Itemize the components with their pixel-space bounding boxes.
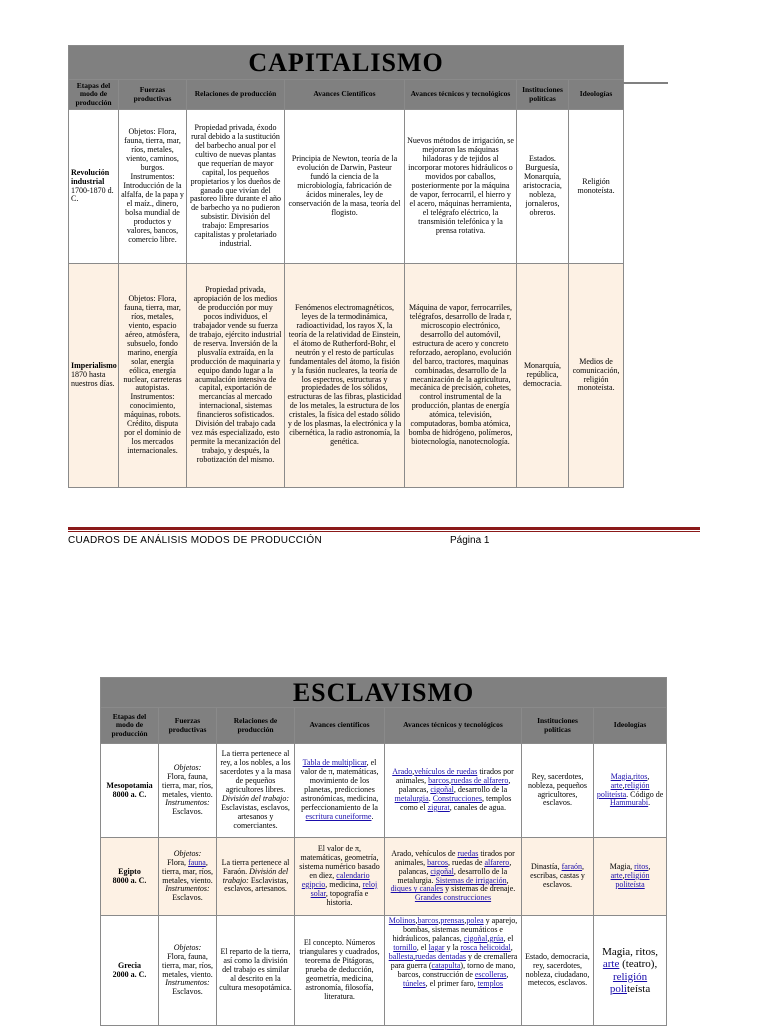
cientificos-text: , topografía e historia.: [325, 888, 369, 907]
link-grua[interactable]: grúa: [489, 933, 504, 943]
link-ruedas[interactable]: ruedas: [457, 848, 479, 858]
link-prensas[interactable]: prensas: [440, 916, 465, 925]
table-row: [69, 264, 624, 488]
header-relaciones: Relaciones de producción: [217, 708, 295, 744]
instituciones-cell: Rey, sacerdotes, nobleza, pequeños agricultores, esclavos.: [522, 744, 594, 838]
cientificos-cell: Fenómenos electromagnéticos, leyes de la termodinámica, radioactividad, los rayos X, la teoría de la relatividad de Einstein, el átomo de Rutherford-Bohr, el neutrón y el resto de partículas fundamentales del átomo, la fisión y la fusión nucleares, la teoría de los espectros, estructuras y propiedades de los sólidos, estructuras de las fibras, plasticidad de los metales, la estructura de los cristales, la física del estado sólido y de los plasmas, la electrónica y la cibernética, la radio astronomía, la genética.: [285, 264, 405, 488]
link-zigurat[interactable]: zigurat: [427, 802, 450, 812]
cientificos-text: El valor de π, matemáticas, geometría, sistema numérico basado en diez,: [299, 844, 380, 881]
tec-text: tirados por animales,: [394, 848, 515, 867]
epoch-date: 1700-1870 d. C.: [71, 185, 114, 204]
link-arte[interactable]: arte: [610, 780, 623, 790]
instituciones-cell: Estados. Burguesía, Monarquía, aristocracia, nobleza, jornaleros, obreros.: [517, 110, 569, 264]
link-rosca-helicoidal[interactable]: rosca helicoidal: [460, 942, 511, 952]
decorative-line: [623, 82, 668, 84]
objetos-text: , tierra, mar, ríos, metales, viento.: [162, 857, 213, 885]
epoch-cell: [101, 838, 159, 916]
link-lagar[interactable]: lagar: [428, 942, 445, 952]
relaciones-cell: Propiedad privada, éxodo rural debido a la sustitución del barbecho anual por el cultivo de nuevas plantas que requerían de mayor capital, los pequeños propietarios y los dueños de ganado que vivían del pastoreo libre durante el año de barbecho ya no pudieron subsistir. División del trabajo: Empresarios capitalistas y proletariado industrial.: [187, 110, 285, 264]
relaciones-text: La tierra pertenece al Faraón.: [221, 857, 290, 876]
fuerzas-cell: [159, 838, 217, 916]
inst-text: Dinastía,: [530, 862, 560, 872]
tecnicos-cell: Molinos,barcos,prensas,polea y aparejo, bombas, sistemas neumáticos e hidráulicos, palancas, cigoñal,grúa, el tornillo, el lagar y la rosca helicoidal, ballesta,ruedas dentadas y de cremallera para guerra (catapulta), torno de mano, barcos, construcción de escolleras, túneles, el primer faro, templos: [385, 916, 522, 1026]
link-escolleras[interactable]: escolleras: [474, 969, 507, 979]
header-etapas: Etapas del modo de producción: [101, 708, 159, 744]
epoch-name: Revolución industrial: [71, 167, 110, 186]
epoch-cell: [101, 744, 159, 838]
table-row: [69, 110, 624, 264]
epoch-cell: [69, 110, 119, 264]
link-sistemas-irrigacion[interactable]: Sistemas de irrigación: [435, 875, 507, 885]
tec-text: , canales de agua.: [449, 802, 506, 812]
tec-text: , ruedas de: [448, 857, 483, 867]
tec-text: y de cremallera para guerra (: [390, 951, 518, 970]
link-cigonal[interactable]: cigoñal: [463, 933, 488, 943]
ideo-text: Código de: [630, 789, 664, 799]
header-tecnicos: Avances técnicos y tecnológicos: [405, 80, 517, 110]
link-alfarero[interactable]: alfarero: [484, 857, 510, 867]
fuerzas-cell: [159, 916, 217, 1026]
division-text: Esclavistas, esclavos, artesanos y comerciantes.: [221, 802, 290, 830]
inst-text: , escribas, castas y esclavos.: [530, 862, 585, 889]
link-cigonal[interactable]: cigoñal: [430, 866, 454, 876]
tec-text: tirados por animales,: [395, 767, 514, 786]
cientificos-cell: El concepto. Números triangulares y cuadrados, teorema de Pitágoras, prueba de deducción, geometría, medicina, astronomía, filosofía, literatura.: [295, 916, 385, 1026]
instrumentos-label: Instrumentos:: [165, 978, 210, 988]
ideo-text: (teatro),: [619, 958, 658, 971]
cientificos-text: , el valor de π, matemáticas, movimiento de los planetas, predicciones astronómicas, medicina, perfeccionamiento de la: [300, 758, 379, 812]
epoch-name: Imperialismo: [71, 361, 117, 371]
link-magia[interactable]: Magia: [610, 771, 632, 781]
instrumentos-text: Esclavos.: [172, 807, 203, 817]
esclavismo-title: ESCLAVISMO: [101, 678, 667, 708]
header-fuerzas: Fuerzas productivas: [119, 80, 187, 110]
tec-text: ), torno de mano, barcos, construcción de: [397, 960, 516, 979]
ideologias-cell: Magia, ritos, arte,religión politeísta: [594, 838, 667, 916]
link-religion-politeista[interactable]: religión politeísta: [615, 871, 650, 889]
link-religion[interactable]: religión: [612, 970, 648, 983]
tecnicos-cell: Arado,vehículos de ruedas tirados por animales, barcos,ruedas de alfarero, palancas, cigoñal, desarrollo de la metalurgia. Construcciones, templos como el zigurat, canales de agua.: [385, 744, 522, 838]
objetos-text: Flora, fauna, tierra, mar, ríos, metales, viento.: [162, 771, 213, 799]
objetos-label: Objetos:: [173, 942, 202, 952]
tec-text: y aparejo, bombas, sistemas neumáticos e hidráulicos, palancas,: [392, 916, 518, 943]
instituciones-cell: [522, 838, 594, 916]
link-grandes-construcciones[interactable]: Grandes construcciones: [414, 893, 492, 903]
division-label: División del trabajo:: [221, 793, 290, 803]
link-hammurabi[interactable]: Hammurabi: [609, 798, 649, 808]
header-ideologias: Ideologías: [569, 80, 624, 110]
link-construcciones[interactable]: Construcciones: [432, 793, 483, 803]
header-ideologias: Ideologías: [594, 708, 667, 744]
link-ritos[interactable]: ritos: [633, 771, 648, 781]
link-ritos[interactable]: ritos: [634, 862, 649, 872]
tec-text: Arado, vehículos de: [391, 848, 456, 858]
header-etapas: Etapas del modo de producción: [69, 80, 119, 110]
objetos-label: Objetos:: [173, 762, 202, 772]
instrumentos-text: Esclavos.: [172, 987, 203, 997]
link-tornillo[interactable]: tornillo: [393, 942, 417, 952]
link-barcos[interactable]: barcos: [417, 916, 439, 925]
esclavismo-table: [100, 677, 667, 1026]
link-ballesta[interactable]: ballesta: [388, 951, 414, 961]
tec-text: y sistemas de drenaje.: [443, 884, 516, 894]
ideologias-cell: Magia,ritos, arte,religión politeísta. Código de Hammurabi.: [594, 744, 667, 838]
ideo-text: Magia,: [609, 862, 633, 872]
ideo-text: Magia, ritos,: [602, 945, 658, 958]
link-diques-canales[interactable]: diques y canales: [390, 884, 444, 894]
table-row: [101, 744, 667, 838]
link-fauna[interactable]: fauna: [188, 857, 206, 867]
capitalismo-table: [68, 45, 624, 488]
link-templos[interactable]: templos: [477, 978, 503, 988]
table-row: [101, 838, 667, 916]
header-cientificos: Avances Científicos: [285, 80, 405, 110]
header-relaciones: Relaciones de producción: [187, 80, 285, 110]
relaciones-cell: [217, 744, 295, 838]
relaciones-cell: [217, 838, 295, 916]
tec-text: .: [428, 793, 431, 803]
link-tuneles[interactable]: túneles: [403, 978, 426, 988]
epoch-name: Mesopotamia: [106, 780, 153, 790]
tecnicos-cell: Máquina de vapor, ferrocarriles, telégrafos, desarrollo de lrada r, microscopio electrónico, desarrollo del automóvil, estructura de acero y concreto reforzado, aeroplano, evolución del barco, tractores, maquinas combinadas, desarrollo de la mecanización de la agricultura, mecánica de precisión, cohetes, control instrumental de la producción, plantas de energía atómica, televisión, computadoras, bomba atómica, bomba de hidrógeno, polímeros, biotecnología, nanotecnología.: [405, 264, 517, 488]
instituciones-cell: Estado, democracia, rey, sacerdotes, nobleza, ciudadano, metecos, esclavos.: [522, 916, 594, 1026]
footer-rule-thin: [68, 531, 700, 532]
epoch-name: Egipto: [118, 866, 141, 876]
header-instituciones: Instituciones políticas: [522, 708, 594, 744]
link-faraon[interactable]: faraón: [561, 862, 583, 872]
capitalismo-title: CAPITALISMO: [69, 46, 624, 80]
cientificos-cell: Principia de Newton, teoría de la evolución de Darwin, Pasteur fundó la ciencia de la microbiología, fabricación de ácidos minerales, ley de conservación de la masa, teoría del flogisto.: [285, 110, 405, 264]
tecnicos-cell: Nuevos métodos de irrigación, se mejoraron las máquinas hiladoras y de tejidos al incorporar motores hidráulicos o movidos por caballos, posteriormente por la máquina de vapor, ferrocarril, el hierro y el acero, máquinas herramienta, el telégrafo eléctrico, la transmisión telefónica y la prensa rotativa.: [405, 110, 517, 264]
objetos-text: Flora,: [167, 857, 187, 867]
header-fuerzas: Fuerzas productivas: [159, 708, 217, 744]
cientificos-cell: [295, 744, 385, 838]
link-catapulta[interactable]: catapulta: [431, 960, 461, 970]
link-barcos[interactable]: barcos: [428, 776, 450, 786]
link-ruedas-dentadas[interactable]: ruedas dentadas: [415, 951, 466, 961]
tec-text: , templos como el: [400, 793, 512, 812]
epoch-date: 8000 a. C.: [112, 875, 147, 885]
link-calendario-egipcio[interactable]: calendario egipcio: [301, 871, 370, 889]
link-ruedas-alfarero[interactable]: ruedas de alfarero: [451, 776, 509, 786]
footer-title: CUADROS DE ANÁLISIS MODOS DE PRODUCCIÓN: [68, 535, 322, 546]
link-arte[interactable]: arte: [610, 871, 623, 881]
epoch-date: 2000 a. C.: [112, 969, 147, 979]
footer-rule: [68, 527, 700, 530]
tec-text: , palancas,: [398, 857, 512, 876]
division-label: División del trabajo:: [222, 866, 289, 885]
page-number: Página 1: [450, 535, 490, 546]
epoch-date: 8000 a. C.: [112, 789, 147, 799]
objetos-text: Flora, fauna, tierra, mar, ríos, metales, viento.: [162, 951, 213, 979]
instrumentos-label: Instrumentos:: [165, 798, 210, 808]
epoch-name: Grecia: [118, 960, 141, 970]
tec-text: , desarrollo de la metalurgia.: [397, 866, 508, 885]
tec-text: , desarrollo de la: [453, 785, 508, 795]
tec-text: , el primer faro,: [425, 978, 476, 988]
tec-text: , palancas,: [398, 776, 511, 795]
objetos-label: Objetos:: [173, 848, 202, 858]
epoch-cell: [69, 264, 119, 488]
epoch-date: 1870 hasta nuestros días.: [71, 370, 115, 388]
relaciones-cell: El reparto de la tierra, así como la división del trabajo es similar al descrito en la cultura mesopotámica.: [217, 916, 295, 1026]
cientificos-end: .: [371, 811, 374, 821]
division-text: Esclavistas, esclavos, artesanos.: [224, 875, 289, 894]
relaciones-cell: Propiedad privada, apropiación de los medios de producción por muy pocos individuos, el trabajador vende su fuerza de trabajo, ejército industrial de reserva. Inversión de la plusvalía extraída, en la producción de maquinaria y equipo dando lugar a la acumulación intensiva de capital, exportación de mercancías al mercado internacional, sistemas financieros sofisticados. División del trabajo cada vez más especializado, esto permite la mecanización del trabajo, y después, la robotización del mismo.: [187, 264, 285, 488]
link-cigonal[interactable]: cigoñal: [430, 785, 454, 795]
header-cientificos: Avances científicos: [295, 708, 385, 744]
ideologias-cell: [594, 916, 667, 1026]
relaciones-text: La tierra pertenece al rey, a los nobles, a los sacerdotes y a la masa de pequeños agricultores libres.: [219, 749, 292, 795]
instrumentos-text: Esclavos.: [172, 893, 203, 903]
tec-text: , el: [503, 933, 514, 943]
link-metalurgia[interactable]: metalurgia: [394, 793, 429, 803]
link-reloj-solar[interactable]: reloj solar: [310, 879, 378, 898]
link-arado[interactable]: Arado: [392, 767, 413, 777]
header-instituciones: Instituciones políticas: [517, 80, 569, 110]
fuerzas-cell: [159, 744, 217, 838]
ideo-text: teísta: [627, 982, 651, 995]
link-molinos[interactable]: Molinos: [388, 916, 416, 925]
fuerzas-cell: Objetos: Flora, fauna, tierra, mar, ríos, metales, viento, caminos, burgos. Instrumentos: Introducción de la alfalfa, de la papa y el maíz., dinero, bolsa mundial de productos y valores, bancos, comercio libre.: [119, 110, 187, 264]
table-row: [101, 916, 667, 1026]
ideologias-cell: Medios de comunicación, religión monoteísta.: [569, 264, 624, 488]
ideologias-cell: Religión monoteísta.: [569, 110, 624, 264]
tec-text: , el: [416, 942, 427, 952]
cientificos-cell: [295, 838, 385, 916]
link-arte[interactable]: arte: [602, 958, 620, 971]
link-religion-politeista[interactable]: religión politeísta: [596, 780, 650, 799]
link-escritura-cuneiforme[interactable]: escritura cuneiforme: [305, 811, 372, 821]
tec-text: y la: [444, 942, 459, 952]
instituciones-cell: Monarquía, república, democracia.: [517, 264, 569, 488]
link-polea[interactable]: polea: [466, 916, 484, 925]
instrumentos-label: Instrumentos:: [165, 884, 210, 894]
link-tabla-multiplicar[interactable]: Tabla de multiplicar: [302, 758, 367, 768]
link-barcos[interactable]: barcos: [427, 857, 448, 867]
cientificos-text: , medicina,: [325, 879, 361, 889]
epoch-cell: [101, 916, 159, 1026]
header-tecnicos: Avances técnicos y tecnológicos: [385, 708, 522, 744]
link-vehiculos-ruedas[interactable]: vehículos de ruedas: [414, 767, 478, 777]
link-poli[interactable]: poli: [609, 982, 627, 995]
tecnicos-cell: Arado, vehículos de ruedas tirados por animales, barcos, ruedas de alfarero, palancas, cigoñal, desarrollo de la metalurgia. Sistemas de irrigación, diques y canales y sistemas de drenaje. Grandes construcciones: [385, 838, 522, 916]
fuerzas-cell: Objetos: Flora, fauna, tierra, mar, ríos, metales, viento, espacio aéreo, atmósfera, subsuelo, fondo marino, energía solar, energía eólica, energía nuclear, carreteras autopistas. Instrumentos: conocimiento, máquinas, robots. Crédito, disputa por el dominio de los mercados internacionales.: [119, 264, 187, 488]
